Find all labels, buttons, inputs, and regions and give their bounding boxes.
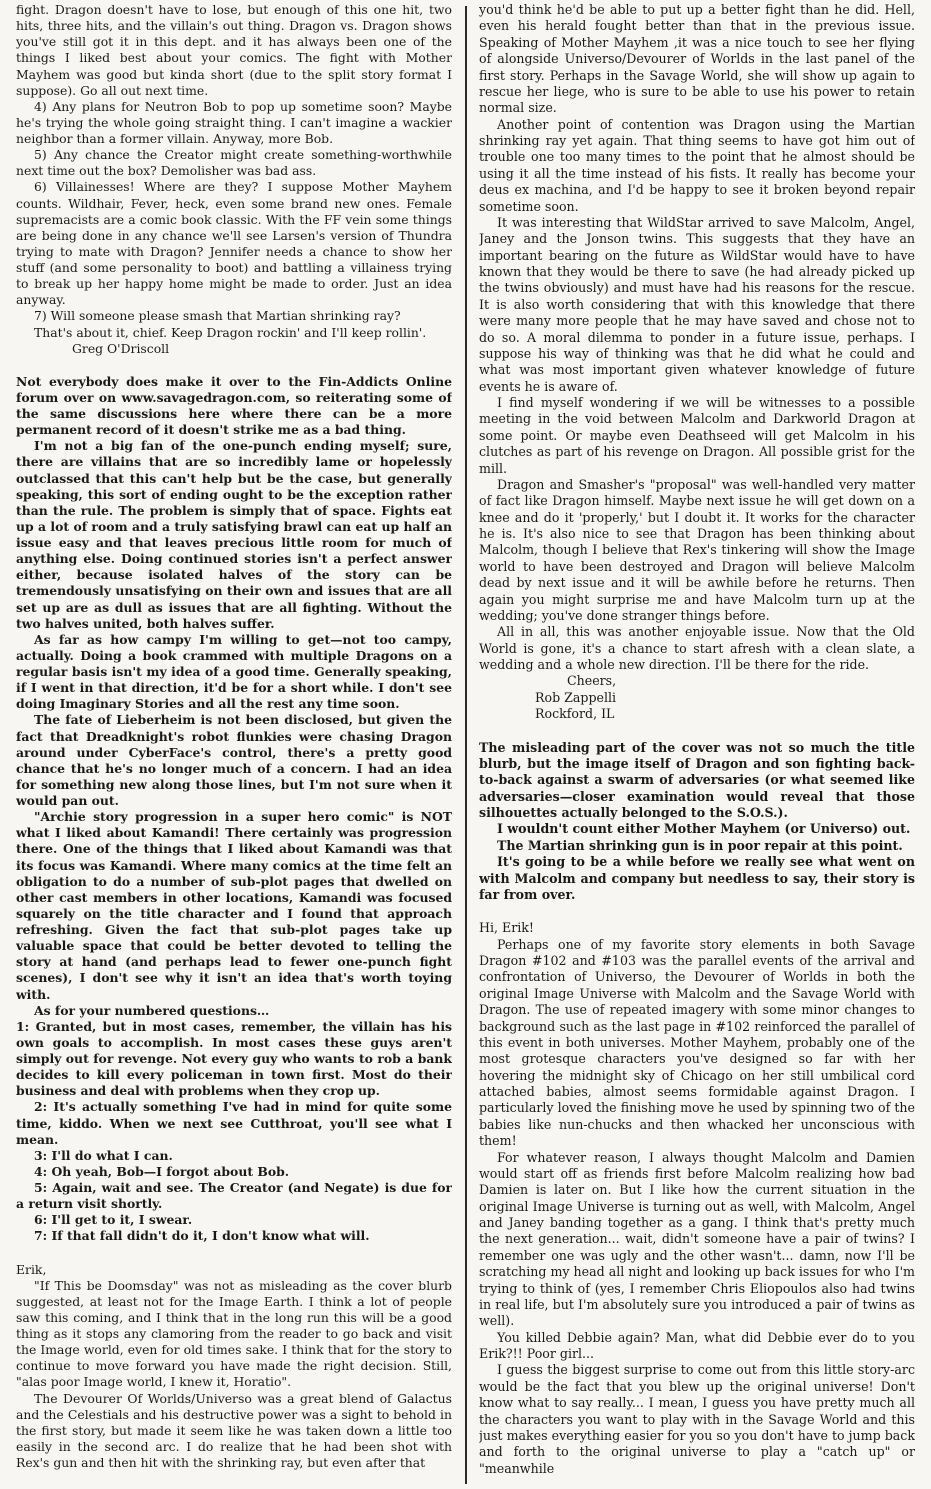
- reply-answer: 1: Granted, but in most cases, remember, the villain has his own goals to accomplish. In most cases these guys aren't simply out for revenge. Not every guy who wants to rob a bank decides to kill every policeman in town first. Most do their business and deal with problems when they crop up.: [16, 1018, 452, 1099]
- letter-paragraph: 6) Villainesses! Where are they? I suppose Mother Mayhem counts. Wildhair, Fever, heck, even some brand new ones. Female supremacists are a comic book classic. With the FF vein some things are being done in any chance we'll see Larsen's version of Thundra trying to mate with Dragon? Jennifer needs a chance to show her stuff (and some personality to boot) and battling a villainess trying to break up her happy home might be made to order. Just an idea anyway.: [16, 179, 452, 308]
- letter-paragraph: Perhaps one of my favorite story elements in both Savage Dragon #102 and #103 was the parallel events of the arrival and confrontation of Universo, the Devourer of Worlds in both the original Image Universe with Malcolm and the Savage World with Dragon. The use of repeated imagery with some minor changes to background such as the last page in #102 reinforced the parallel of this event in both universes. Mother Mayhem, probably one of the most grotesque characters you've designed so far with her hovering the midnight sky of Chicago on her still umbilical cord attached babies, almost seems formidable against Dragon. I particularly loved the finishing move he used by spinning two of the babies like nun-chucks and then whacked her unconscious with them!: [479, 936, 915, 1149]
- letter-paragraph: Another point of contention was Dragon using the Martian shrinking ray yet again. That thing seems to have got him out of trouble one too many times to the point that he almost should be using it all the time instead of his fists. It really has become your deus ex machina, and I'd be happy to see it broken beyond repair sometime soon.: [479, 116, 915, 214]
- reply-paragraph: As far as how campy I'm willing to get—not too campy, actually. Doing a book crammed with multiple Dragons on a regular basis isn't my idea of a good time. Generally speaking, if I went in that direction, it'd be for a short while. I don't see doing Imaginary Stories and all the rest any time soon.: [16, 631, 452, 712]
- letter-paragraph: That's about it, chief. Keep Dragon rockin' and I'll keep rollin'.: [34, 324, 427, 340]
- reply-answer: 2: It's actually something I've had in mind for quite some time, kiddo. When we next see Cutthroat, you'll see what I mean.: [16, 1099, 452, 1147]
- letter-location: Rockford, IL: [535, 706, 615, 722]
- reply-answer: 5: Again, wait and see. The Creator (and Negate) is due for a return visit shortly.: [16, 1180, 452, 1212]
- letter-paragraph: I find myself wondering if we will be witnesses to a possible meeting in the void between Malcolm and Darkworld Dragon at some point. Or maybe even Deathseed will get Malcolm in his clutches as part of his revenge on Dragon. All possible grist for the mill.: [479, 395, 915, 476]
- letter-paragraph: The Devourer Of Worlds/Universo was a great blend of Galactus and the Celestials and his destructive power was a sight to behold in the first story, but made it seem like he was taken down a little too easily in the second arc. I do realize that he had been shot with Rex's gun and then hit with the shrinking ray, but even after that: [16, 1390, 452, 1470]
- letter-paragraph: You killed Debbie again? Man, what did Debbie ever do to you Erik?!! Poor girl...: [479, 1329, 915, 1361]
- letter-paragraph: It was interesting that WildStar arrived to save Malcolm, Angel, Janey and the Jonson twins. This suggests that they have an important bearing on the future as WildStar would have to have known that they would be there to save (he had already picked up the twins obviously) and must have had his reasons for the rescue. It is also worth considering that with this knowledge that there were many more people that he may have saved and chose not to do so. A moral dilemma to ponder in a future issue, perhaps. I suppose his way of thinking was that he did what he could and what was most important given whatever knowledge of future events he is aware of.: [479, 214, 915, 394]
- reply-paragraph: I'm not a big fan of the one-punch ending myself; sure, there are villains that are so incredibly lame or hopelessly outclassed that this can't help but be the case, but generally speaking, this sort of ending ought to be the exception rather than the rule. The problem is simply that of space. Fights eat up a lot of room and a truly satisfying brawl can eat up half an issue easy and that leaves precious little room for much of anything else. Doing continued stories isn't a perfect answer either, because isolated halves of the story can be tremendously unsatisfying on their own and issues that are all set up are as dull as issues that are all fighting. Without the two halves united, both halves suffer.: [16, 438, 452, 631]
- reply-answer: 3: I'll do what I can.: [34, 1147, 173, 1163]
- reply-paragraph: I wouldn't count either Mother Mayhem (or Universo) out.: [497, 821, 911, 837]
- letter-rob-zappelli-cont: [479, 2, 915, 723]
- letter-signature: Greg O'Driscoll: [72, 340, 170, 356]
- letter-paragraph: 7) Will someone please smash that Martian shrinking ray?: [34, 308, 401, 324]
- letter-paragraph: 5) Any chance the Creator might create something-worthwhile next time out the box? Demolisher was bad ass.: [16, 147, 452, 179]
- column-divider: [465, 6, 467, 1484]
- reply-paragraph: The Martian shrinking gun is in poor repair at this point.: [497, 837, 903, 853]
- letter-closing: Cheers,: [567, 673, 617, 689]
- letter-rob-zappelli-start: [16, 1262, 452, 1472]
- reply-answer: 4: Oh yeah, Bob—I forgot about Bob.: [34, 1163, 290, 1179]
- reply-paragraph: "Archie story progression in a super hero comic" is NOT what I liked about Kamandi! There certainly was progression there. One of the things that I liked about Kamandi was that its focus was Kamandi. Where many comics at the time felt an obligation to do a number of sub-plot pages that dwelled on other cast members in other locations, Kamandi was focused squarely on the title character and I found that approach refreshing. Given the fact that sub-plot pages take up valuable space that could be better devoted to telling the story at hand (and perhaps lead to fewer one-punch fight scenes), I don't see why it isn't an idea that's worth toying with.: [16, 809, 452, 1002]
- letter-paragraph: 4) Any plans for Neutron Bob to pop up sometime soon? Maybe he's trying the whole going straight thing. I can't imagine a wackier neighbor than a former villain. Anyway, more Bob.: [16, 98, 452, 146]
- letter-paragraph: you'd think he'd be able to put up a better fight than he did. Hell, even his herald fought better than that in the previous issue. Speaking of Mother Mayhem ,it was a nice touch to see her flying of alongside Universo/Devourer of Worlds in the last panel of the first story. Perhaps in the Savage World, she will show up again to rescue her liege, who is sure to be able to use his power to retain normal size.: [479, 2, 915, 116]
- reply-paragraph: The fate of Lieberheim is not been disclosed, but given the fact that Dreadknight's robot flunkies were chasing Dragon around under CyberFace's control, there's a pretty good chance that he's no longer much of a concern. I had an idea for something new along those lines, but I'm not sure when it would pan out.: [16, 712, 452, 808]
- letter-paragraph: Dragon and Smasher's "proposal" was well-handled very matter of fact like Dragon himself. Maybe next issue he will get down on a knee and do it 'properly,' but I doubt it. It works for the character he is. It's also nice to see that Dragon has been thinking about Malcolm, though I believe that Rex's tinkering will show the Image world to have been destroyed and Dragon will believe Malcolm dead by next issue and it will be awhile before he returns. Then again you might surprise me and have Malcolm turn up at the wedding; you've done stranger things before.: [479, 476, 915, 623]
- left-column: [16, 2, 452, 1483]
- letter-paragraph: For whatever reason, I always thought Malcolm and Damien would start off as friends first before Malcolm realizing how bad Damien is later on. But I like how the current situation in the original Image Universe is turning out as well, with Malcolm, Angel and Janey banding together as a gang. I think that's pretty much the next generation... wait, didn't someone have a pair of twins? I remember one was ugly and the other wasn't... damn, now I'll be scratching my head all night and looking up back issues for who I'm trying to think of (yes, I remember Chris Eliopoulos also had twins in real life, but I'm absolutely sure you introduced a pair of twins as well).: [479, 1149, 915, 1329]
- reply-paragraph: It's going to be a while before we really see what went on with Malcolm and company but needless to say, their story is far from over.: [479, 854, 915, 902]
- letter-greg-odriscoll: [16, 2, 452, 357]
- letter-salutation: Erik,: [16, 1261, 47, 1277]
- editor-reply-rob: [479, 740, 915, 904]
- editor-reply-greg: [16, 374, 452, 1245]
- reply-paragraph: As for your numbered questions…: [34, 1002, 270, 1018]
- letter-hi-erik: [479, 920, 915, 1477]
- letter-salutation: Hi, Erik!: [479, 920, 534, 936]
- letter-paragraph: I guess the biggest surprise to come out from this little story-arc would be the fact that you blew up the original universe! Don't know what to say really... I mean, I guess you have pretty much all the characters you want to play with in the Savage World and this just makes everything easier for you so you don't have to jump back and forth to the original universe to play a "catch up" or "meanwhile: [479, 1362, 915, 1476]
- reply-paragraph: The misleading part of the cover was not so much the title blurb, but the image itself of Dragon and son fighting back-to-back against a swarm of adversaries (or what seemed like adversaries—closer examination would reveal that those silhouettes actually belonged to the S.O.S.).: [479, 739, 915, 820]
- letter-paragraph: "If This be Doomsday" was not as misleading as the cover blurb suggested, at least not for the Image Earth. I think a lot of people saw this coming, and I think that in the long run this will be a good thing as it stops any clamoring from the reader to go back and visit the Image world, even for old times sake. I think that for the story to continue to move forward you have made the right decision. Still, "alas poor Image world, I knew it, Horatio".: [16, 1277, 452, 1390]
- reply-answer: 6: I'll get to it, I swear.: [34, 1212, 193, 1228]
- right-column: [479, 2, 915, 1483]
- letter-paragraph: fight. Dragon doesn't have to lose, but enough of this one hit, two hits, three hits, and the villain's out thing. Dragon vs. Dragon shows you've still got it in this dept. and it has always been one of the things I liked best about your comics. The fight with Mother Mayhem was good but kinda short (due to the split story format I suppose). Go all out next time.: [16, 2, 452, 98]
- letter-signature: Rob Zappelli: [535, 689, 617, 705]
- reply-paragraph: Not everybody does make it over to the Fin-Addicts Online forum over on www.savagedragon.com, so reiterating some of the same discussions here where there can be a more permanent record of it doesn't strike me as a bad thing.: [16, 373, 452, 438]
- letter-paragraph: All in all, this was another enjoyable issue. Now that the Old World is gone, it's a chance to start afresh with a clean slate, a wedding and a whole new direction. I'll be there for the ride.: [479, 624, 915, 672]
- reply-answer: 7: If that fall didn't do it, I don't know what will.: [34, 1228, 370, 1244]
